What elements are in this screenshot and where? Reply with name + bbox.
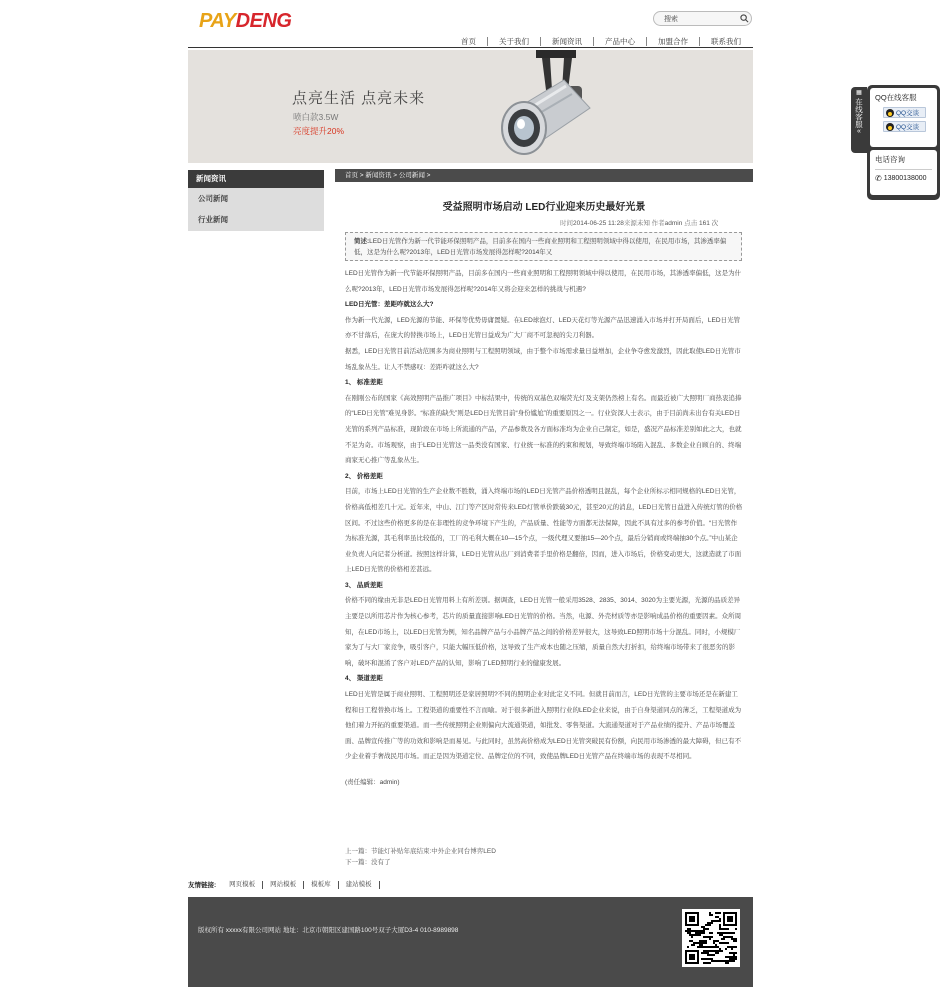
article-paragraph: LED日光管是属于商业照明、工程照明还是家居照明?不同的照明企业对此定义不同。但就目前而言，LED日光管的主要市场还是在新建工程和日工程替换市场上。工程渠道的重要性不言而喻。对于很多新进入照明行业的LED企业来说，由于自身渠道同点的薄乏，工程渠道成为他们着力开拓的重要渠道。而一些传统照明企业则偏向大流通渠道，如批发、零售渠道。大流通渠道对于产品业绩的提升、产品市场覆盖面、品牌宣传推广等的功效和影响是而易见。与此同时，虽然高价格成为LED日光管突破民有份额，向民用市场渗透的最大障碍，但已有不少企业着手奢战民用市场。而正是因为渠道定位、品牌定位的不同，致使品牌LED日光管产品在终端市场的表现不尽相同。 (345, 691, 742, 761)
main-nav (450, 35, 752, 47)
nav-products[interactable]: 产品中心 (593, 37, 646, 46)
prev-article (345, 846, 496, 857)
author-label: 作者 (651, 220, 665, 227)
article-paragraph: 目前，市场上LED日光管的生产企业数不胜数，涌入终端市场的LED日光管产品价格透明且混乱，每个企业所标示相同规格的LED日光管，价格高低相差几十元。近年来，中山、江门等产区时常传来LED灯管单价跌破30元，甚至20元的消息，LED日光管日益进入传统灯管的价格区间。不过这些价格更多的是在非理性的竞争环境下产生的，产品质量、性能等方面都无法保障，因此不具有过多的参考价值。“日光管作为标准光源，其毛利率虽比较低的，工厂的毛利大概在10—15个点，一级代理又要抽15—20个点，最后分销商或终端抽30个点。”中山某企业负责人向记者分析道。按照这样计算，LED日光管从出厂到消费者手里价格是翻倍，因而，进入市场后，价格变动更大，这就造就了市面上LED日光管的价格相差甚远。 (345, 488, 743, 574)
phone-section (870, 150, 937, 195)
article-paragraph: 据悉，LED日光管目前活动范围多为商业照明与工程照明领域，由于整个市场需求量日益增加，企业争夺愈发激烈，因此取使LED日光管市场乱象丛生。让人不禁感叹：差距咋就这么大? (345, 347, 741, 371)
article-subheading: LED日光管：差距咋就这么大? (345, 301, 434, 309)
time-label: 时间 (560, 220, 573, 227)
collapse-icon[interactable]: « (857, 128, 861, 135)
phone-title: 电话咨询 (875, 155, 905, 164)
article-paragraph: 在刚刚公布的国家《高效照明产品推广项目》中标结果中，传统的双基色双端荧光灯及支架仍然榜上有名。而最近被广大照明厂商热衷追捧的“LED日光管”难见身影。“标准的缺失”则是LED日光管目前“身份尴尬”的重要原因之一。行业资深人士表示，由于目前尚未出台有关LED日光管的系列产品标准，现阶段在市场上所流通的产品，产品参数及各方面标准均为企业自己制定，如是，盛况产品标准差别如此之大，也就不足为奇。市场观察，由于LED日光管这一品类没有国家、行业统一标准的约束和规划，导致终端市场陷入混乱、多数企业自顾自的、终端商家无心推广等乱象丛生。 (345, 394, 742, 465)
nav-about[interactable]: 关于我们 (487, 37, 540, 46)
article-author: admin (664, 220, 683, 227)
breadcrumb-company-news[interactable]: 公司新闻 (398, 172, 425, 179)
article-paragraph: LED日光管作为新一代节能环保照明产品，目前多在国内一些商业照明和工程照明领域中得以使用，在民用市场，其渗透率偏低，这是为什么呢?2013年，LED日光管市场发展得怎样呢?2014年又将会迎来怎样的挑战与机遇? (345, 270, 742, 293)
article-subheading: 1、 标准差距 (345, 379, 383, 387)
article-title: 受益照明市场启动 LED行业迎来历史最好光景 (442, 202, 646, 213)
next-link[interactable]: 没有了 (371, 859, 391, 866)
qq-chat-button[interactable] (883, 121, 926, 132)
qq-service-title: QQ在线客服 (875, 93, 917, 102)
summary-label: 简述: (354, 238, 370, 245)
friend-link[interactable]: 网站模板 (263, 881, 304, 889)
search-input[interactable]: 搜索 (664, 15, 678, 23)
online-service-tab[interactable] (851, 87, 867, 153)
logo-part2: DENG (235, 9, 292, 32)
qq-chat-label: QQ交谈 (896, 110, 920, 117)
article-meta (560, 218, 718, 227)
qq-chat-button[interactable] (883, 107, 926, 118)
next-label: 下一篇： (345, 859, 371, 866)
article-body (345, 266, 743, 791)
phone-number (875, 174, 932, 183)
friend-links-label: 友情链接: (188, 882, 217, 889)
nav-news[interactable]: 新闻资讯 (540, 37, 593, 46)
source-label: 来源 (623, 220, 637, 227)
banner-title: 点亮生活 点亮未来 (292, 90, 426, 107)
sidebar-item-company-news[interactable]: 公司新闻 (198, 194, 228, 203)
nav-home[interactable]: 首页 (461, 36, 476, 46)
article-source: 未知 (636, 220, 650, 227)
phone-number-text: 13800138000 (883, 175, 927, 182)
hits-label: 点击 (684, 220, 698, 227)
qq-chat-label: QQ交谈 (896, 124, 920, 131)
summary-text: LED日光管作为新一代节能环保照明产品，目前多在国内一些商业照明和工程照明领域中得以使用，在民用市场，其渗透率偏低，这是为什么呢?2013年，LED日光管市场发展得怎样呢?2014年又 (354, 238, 727, 256)
article-subheading: 3、 品质差距 (345, 581, 383, 589)
online-service-panel (867, 85, 940, 200)
grid-icon: ▦ (856, 90, 862, 96)
hits-unit: 次 (711, 220, 719, 227)
breadcrumb: 首页 > 新闻资讯 > 公司新闻 > (335, 169, 753, 182)
nav-join[interactable]: 加盟合作 (646, 37, 699, 46)
search-icon[interactable] (737, 12, 751, 26)
footer-copyright: 版权所有 xxxxx有限公司网站 地址：北京市朝阳区建国路100号双子大厦D3-4 010-8989898 (198, 927, 459, 934)
logo-part1: PAY (199, 9, 236, 32)
prev-link[interactable]: 节能灯补贴年底结束:中外企业同台博弈LED (371, 848, 496, 855)
next-article (345, 857, 496, 868)
nav-divider (188, 47, 753, 48)
spotlight-image (494, 50, 614, 163)
friend-links (188, 880, 380, 889)
article-editor: (责任编辑：admin) (345, 779, 400, 786)
qq-penguin-icon (886, 109, 894, 117)
prev-label: 上一篇： (345, 848, 371, 855)
article-hits: 161 (699, 220, 710, 227)
nav-contact[interactable]: 联系我们 (699, 37, 752, 46)
search-box[interactable] (653, 11, 752, 26)
spacer (345, 765, 743, 775)
breadcrumb-home[interactable]: 首页 (345, 172, 358, 179)
article-summary (345, 232, 742, 261)
article-subheading: 4、 渠道差距 (345, 675, 383, 683)
qq-service-section (870, 88, 937, 147)
qr-code-image (682, 909, 740, 967)
friend-link[interactable]: 模板库 (304, 881, 339, 889)
sidebar-title: 新闻资讯 (188, 170, 324, 188)
friend-link[interactable]: 网页模板 (222, 881, 263, 889)
banner (188, 50, 753, 163)
online-service-tab-label: 在线客服 (854, 98, 864, 128)
divider (875, 169, 932, 170)
sidebar-item-industry-news[interactable]: 行业新闻 (198, 215, 228, 224)
footer (188, 897, 753, 987)
prev-next (345, 846, 496, 868)
phone-icon: ✆ (875, 174, 882, 183)
article-time: 2014-06-25 11:28 (573, 220, 624, 227)
sidebar-list (188, 188, 324, 231)
logo[interactable] (199, 8, 291, 34)
article-subheading: 2、 价格差距 (345, 472, 383, 480)
article-paragraph: 价格不同的缘由无非是LED日光管用料上有所差别。据调查，LED日光管一般采用3528、2835、3014、3020为主要光源，光源的品质差异主要是以所用芯片作为核心参考，芯片的质量直接影响LED日光管的价格。当然，电源、外壳材质等亦是影响成品价格的重要因素。众所周知，在LED市场上，以LED日光管为例，知名品牌产品与小品牌产品之间的价格差异很大，这导致LED照明市场十分混乱。同时，小规模厂家为了与大厂家竞争，吸引客户，只能大幅压低价格，这导致了生产成本也随之压缩，质量自然大打折扣，给终端市场带来了很恶劣的影响，破坏和混淆了客户对LED产品的认知，影响了LED照明行业的健康发展。 (345, 597, 742, 667)
article-paragraph: 作为新一代光源，LED光源的节能、环保等优势毋庸置疑。在LED球泡灯、LED天花灯等光源产品迅速涌入市场并打开局面后，LED日光管亦不甘落后，在庞大的替换市场上，LED日光管日益成为广大厂商不可忽视的尖刀利器。 (345, 316, 741, 340)
banner-subtitle: 喷白款3.5W (293, 112, 339, 122)
banner-highlight: 亮度提升20% (293, 126, 345, 136)
qq-penguin-icon (886, 123, 894, 131)
friend-link[interactable]: 建站模板 (339, 881, 380, 889)
breadcrumb-news[interactable]: 新闻资讯 (365, 172, 392, 179)
